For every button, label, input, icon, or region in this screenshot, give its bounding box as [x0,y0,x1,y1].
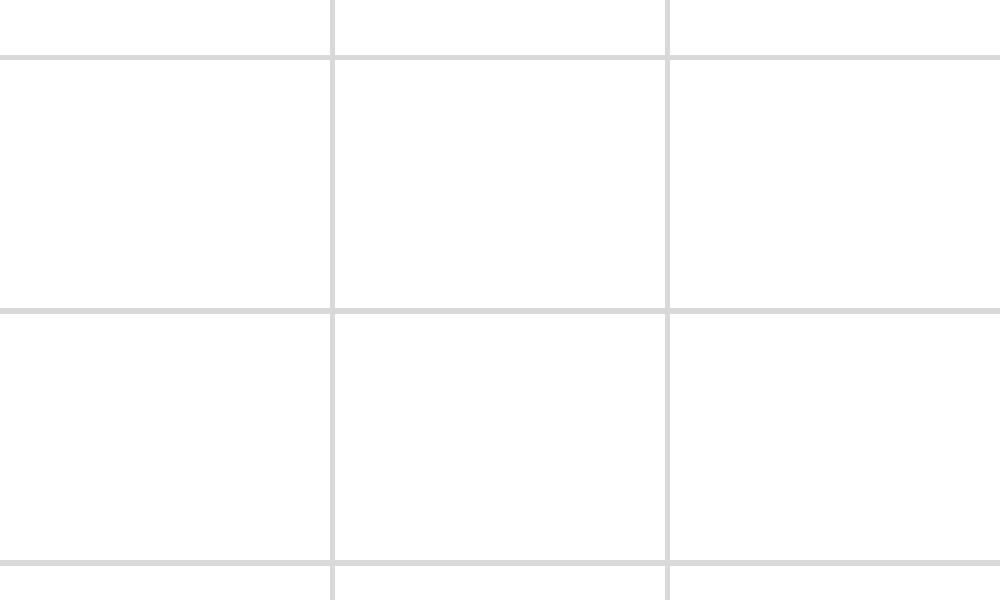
page-thumbnail-r2c1[interactable] [0,314,330,560]
page-thumbnail-r2c3[interactable] [670,314,1000,560]
page-thumbnail-r1c3[interactable] [670,60,1000,308]
page-thumbnail-r2c2[interactable] [335,314,665,560]
page-thumbnail-r1c1[interactable] [0,60,330,308]
page-thumbnail-r3c3[interactable] [670,566,1000,600]
page-thumbnail-r1c2[interactable] [335,60,665,308]
page-thumbnail-r3c2[interactable] [335,566,665,600]
page-thumbnail-r0c1[interactable] [0,0,330,55]
page-thumbnail-r0c3[interactable] [670,0,1000,55]
page-thumbnail-r3c1[interactable] [0,566,330,600]
page-thumbnail-r0c2[interactable] [335,0,665,55]
